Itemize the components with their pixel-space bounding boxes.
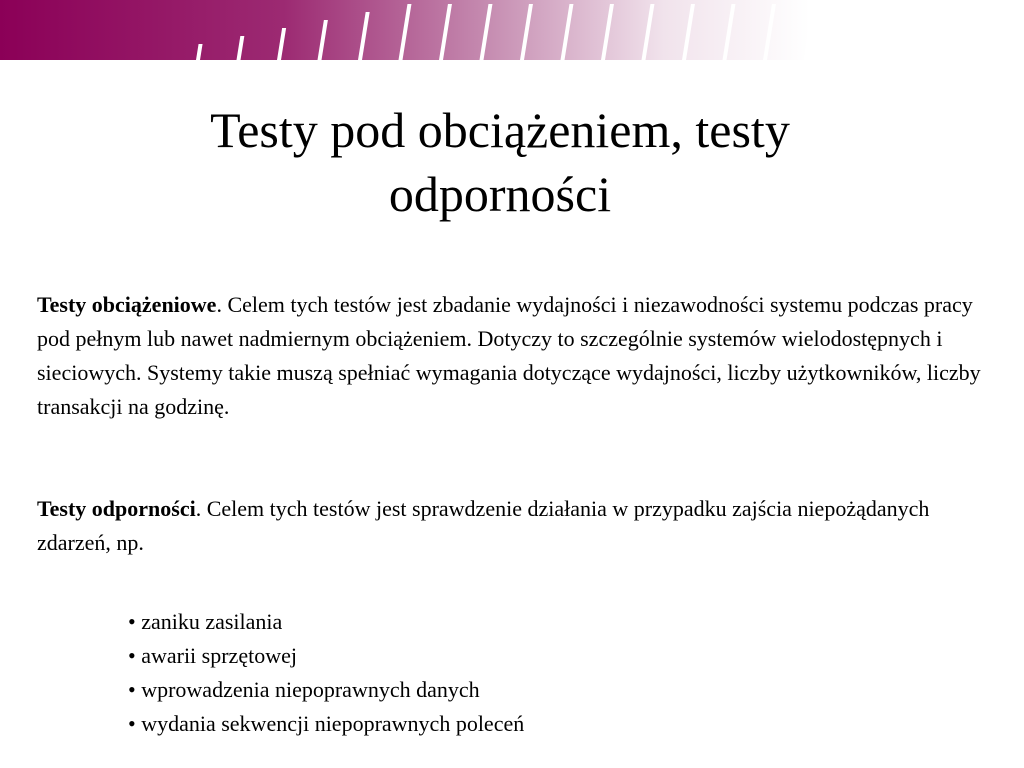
- resilience-testing-description: . Celem tych testów jest sprawdzenie działania w przypadku zajścia niepożądanych zdarzeń, np.: [37, 496, 930, 555]
- header-decoration: [0, 0, 1024, 62]
- list-item: • zaniku zasilania: [128, 609, 283, 634]
- resilience-testing-term: Testy odporności: [37, 496, 196, 521]
- slide-title-line-1: Testy pod obciążeniem, testy: [210, 102, 790, 158]
- load-testing-description: . Celem tych testów jest zbadanie wydajności i niezawodności systemu podczas pracy pod pełnym lub nawet nadmiernym obciążeniem. Dotyczy to szczególnie systemów wielodostępnych i sieciowych. Systemy takie muszą spełniać wymagania dotyczące wydajności, liczby użytkowników, liczby transakcji na godzinę.: [37, 292, 981, 419]
- slide-title-line-2: odporności: [388, 166, 612, 222]
- load-testing-paragraph: [37, 288, 997, 424]
- list-item: • wprowadzenia niepoprawnych danych: [128, 677, 480, 702]
- list-item: • wydania sekwencji niepoprawnych poleceń: [128, 711, 525, 736]
- slide-title: [100, 98, 900, 226]
- resilience-testing-paragraph: [37, 492, 997, 560]
- diagonal-stripes-decoration-icon: [0, 0, 1024, 62]
- load-testing-term: Testy obciążeniowe: [37, 292, 217, 317]
- undesired-events-list: [128, 605, 524, 741]
- list-item: • awarii sprzętowej: [128, 643, 297, 668]
